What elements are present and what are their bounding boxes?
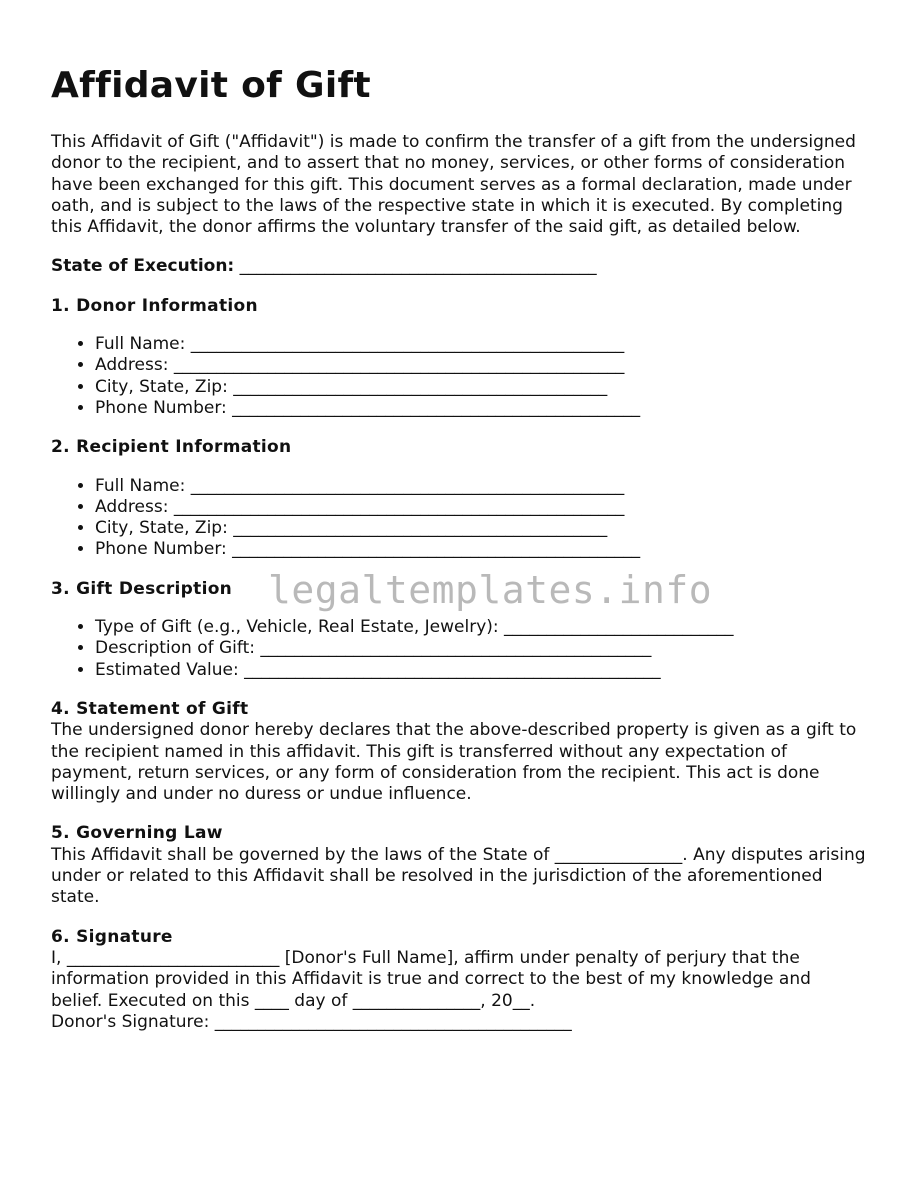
recipient-fields-list xyxy=(51,476,866,561)
statement-paragraph: The undersigned donor hereby declares that the above-described property is given as a gift to the recipient named in this affidavit. This gift is transferred without any expectation of payment, return services, or any form of consideration from the recipient. This act is done willingly and under no duress or undue influence. xyxy=(51,720,857,805)
gift-description-field: • Description of Gift: ______________________________________________ xyxy=(95,638,866,659)
gift-section-heading: 3. Gift Description xyxy=(51,578,233,599)
document-page xyxy=(51,62,866,1033)
gift-fields-list xyxy=(51,617,866,681)
donor-signature-line: Donor's Signature: __________________________________________ xyxy=(51,1011,572,1032)
state-of-execution-field xyxy=(51,256,866,277)
watermark: legaltemplates.info xyxy=(268,568,713,612)
intro-paragraph: This Affidavit of Gift ("Affidavit") is made to confirm the transfer of a gift from the undersigned donor to the recipient, and to assert that no money, services, or other forms of consideration have been exchanged for this gift. This document serves as a formal declaration, made under oath, and is subject to the laws of the respective state in which it is executed. By completing this Affidavit, the donor affirms the voluntary transfer of the said gift, as detailed below. xyxy=(51,132,856,238)
donor-city-state-zip-field: • City, State, Zip: ____________________________________________ xyxy=(95,377,866,398)
statement-section-heading: 4. Statement of Gift xyxy=(51,698,249,719)
signature-section-heading: 6. Signature xyxy=(51,926,173,947)
gift-type-field: • Type of Gift (e.g., Vehicle, Real Estate, Jewelry): ___________________________ xyxy=(95,617,866,638)
gift-estimated-value-field: • Estimated Value: _________________________________________________ xyxy=(95,660,866,681)
governing-law-paragraph: This Affidavit shall be governed by the laws of the State of _______________. Any disputes arising under or related to this Affidavit shall be resolved in the jurisdiction of the aforementioned state. xyxy=(51,844,866,908)
donor-fields-list xyxy=(51,334,866,419)
recipient-city-state-zip-field: • City, State, Zip: ____________________________________________ xyxy=(95,518,866,539)
recipient-address-field: • Address: _____________________________________________________ xyxy=(95,497,866,518)
donor-address-field: • Address: _____________________________________________________ xyxy=(95,355,866,376)
governing-law-section-heading: 5. Governing Law xyxy=(51,823,223,844)
state-of-execution-label: State of Execution: xyxy=(51,256,235,277)
recipient-full-name-field: • Full Name: ___________________________________________________ xyxy=(95,476,866,497)
donor-phone-field: • Phone Number: ________________________________________________ xyxy=(95,398,866,419)
state-of-execution-blank: __________________________________________ xyxy=(239,256,597,277)
donor-full-name-field: • Full Name: ___________________________________________________ xyxy=(95,334,866,355)
signature-paragraph: I, _________________________ [Donor's Full Name], affirm under penalty of perjury that the information provided in this Affidavit is true and correct to the best of my knowledge and belief. Executed on this ____ day of _______________, 20__. xyxy=(51,947,811,1011)
recipient-section-heading: 2. Recipient Information xyxy=(51,437,292,458)
document-title: Affidavit of Gift xyxy=(51,65,371,106)
donor-section-heading: 1. Donor Information xyxy=(51,295,258,316)
recipient-phone-field: • Phone Number: ________________________________________________ xyxy=(95,539,866,560)
